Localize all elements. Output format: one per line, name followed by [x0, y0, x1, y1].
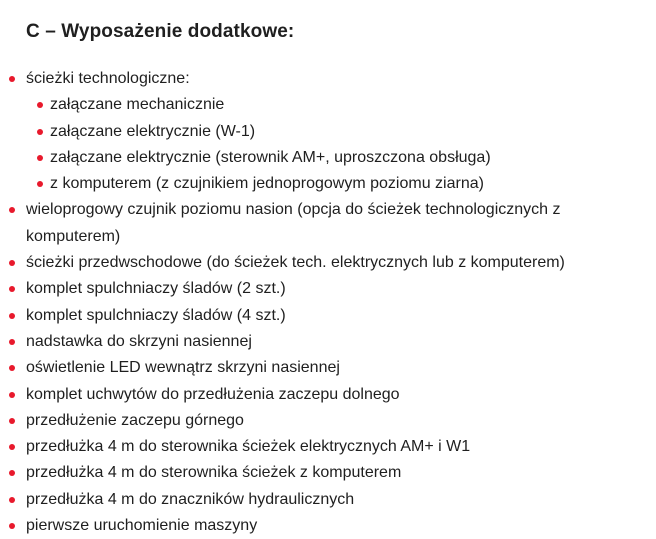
- bullet-icon: [9, 260, 15, 266]
- list-item-text: pierwsze uruchomienie maszyny: [26, 517, 258, 535]
- bullet-icon: [9, 418, 15, 424]
- bullet-icon: [37, 102, 43, 108]
- list-item-text: oświetlenie LED wewnątrz skrzyni nasiennej: [26, 359, 340, 377]
- list-item: [0, 355, 640, 381]
- bullet-icon: [9, 207, 15, 213]
- bullet-icon: [9, 523, 15, 529]
- bullet-icon: [37, 181, 43, 187]
- sub-list: [26, 92, 640, 197]
- list-item: [0, 250, 640, 276]
- list-item: [0, 513, 640, 539]
- list-item: [0, 329, 640, 355]
- list-item: [0, 197, 640, 250]
- sub-list-item-text: załączane mechanicznie: [50, 96, 225, 114]
- sub-list-item: [26, 92, 640, 118]
- list-item: [0, 460, 640, 486]
- bullet-icon: [37, 129, 43, 135]
- sub-list-item: [26, 171, 640, 197]
- list-item: [0, 382, 640, 408]
- bullet-icon: [9, 313, 15, 319]
- list-item-text: ścieżki technologiczne:: [26, 70, 190, 87]
- list-item: [0, 487, 640, 513]
- list-item: [0, 66, 640, 197]
- list-item-text: ścieżki przedwschodowe (do ścieżek tech. elektrycznych lub z komputerem): [26, 254, 565, 272]
- equipment-list: [0, 66, 640, 539]
- sub-list-item: [26, 119, 640, 145]
- list-item-text: przedłużka 4 m do sterownika ścieżek z komputerem: [26, 464, 402, 482]
- list-item: [0, 276, 640, 302]
- list-item: [0, 408, 640, 434]
- list-item-text: komplet uchwytów do przedłużenia zaczepu dolnego: [26, 385, 400, 403]
- sub-list-item-text: z komputerem (z czujnikiem jednoprogowym poziomu ziarna): [50, 175, 484, 193]
- bullet-icon: [9, 444, 15, 450]
- list-item-text: komplet spulchniaczy śladów (4 szt.): [26, 306, 286, 324]
- list-item-text: wieloprogowy czujnik poziomu nasion (opcja do ścieżek technologicznych z komputerem): [26, 201, 561, 245]
- sub-list-item-text: załączane elektrycznie (W-1): [50, 122, 256, 140]
- bullet-icon: [37, 155, 43, 161]
- bullet-icon: [9, 470, 15, 476]
- bullet-icon: [9, 365, 15, 371]
- list-item-text: przedłużka 4 m do znaczników hydraulicznych: [26, 490, 355, 508]
- list-item-text: komplet spulchniaczy śladów (2 szt.): [26, 280, 286, 298]
- bullet-icon: [9, 339, 15, 345]
- list-item: [0, 303, 640, 329]
- list-item-text: nadstawka do skrzyni nasiennej: [26, 332, 252, 350]
- bullet-icon: [9, 286, 15, 292]
- sub-list-item: [26, 145, 640, 171]
- list-item-text: przedłużka 4 m do sterownika ścieżek elektrycznych AM+ i W1: [26, 438, 471, 456]
- sub-list-item-text: załączane elektrycznie (sterownik AM+, uproszczona obsługa): [50, 148, 491, 166]
- list-item: [0, 434, 640, 460]
- list-item-text: przedłużenie zaczepu górnego: [26, 411, 244, 429]
- section-heading: C – Wyposażenie dodatkowe:: [26, 21, 295, 42]
- bullet-icon: [9, 497, 15, 503]
- bullet-icon: [9, 392, 15, 398]
- bullet-icon: [9, 76, 15, 82]
